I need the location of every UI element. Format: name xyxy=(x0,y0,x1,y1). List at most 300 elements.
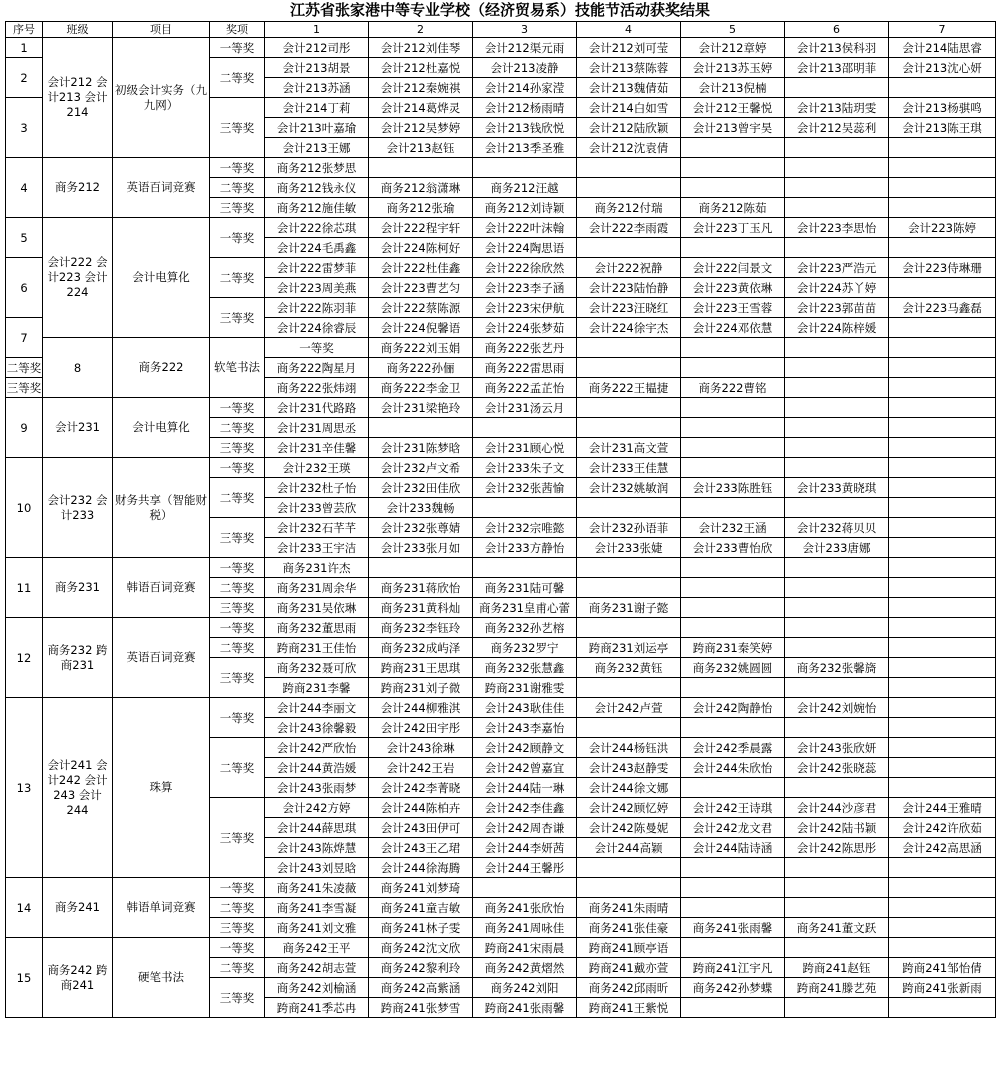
winner-cell xyxy=(473,158,577,178)
winner-cell: 商务242刘阳 xyxy=(473,978,577,998)
winner-cell: 会计243张雨梦 xyxy=(265,778,369,798)
class-cell: 会计212 会计213 会计214 xyxy=(43,38,113,158)
winner-cell xyxy=(681,778,785,798)
winner-cell: 会计232田佳欣 xyxy=(369,478,473,498)
winner-cell: 商务222李金卫 xyxy=(369,378,473,398)
winner-cell xyxy=(889,378,996,398)
winner-cell xyxy=(889,278,996,298)
award-cell: 二等奖 xyxy=(210,578,265,598)
award-cell: 一等奖 xyxy=(210,698,265,738)
winner-cell: 会计224倪馨语 xyxy=(369,318,473,338)
table-row xyxy=(6,218,996,238)
winner-cell xyxy=(577,558,681,578)
award-cell: 三等奖 xyxy=(210,658,265,698)
winner-cell: 会计232石芊芊 xyxy=(265,518,369,538)
winner-cell: 会计242陈思彤 xyxy=(785,838,889,858)
winner-cell xyxy=(889,318,996,338)
winner-cell: 商务231黄科灿 xyxy=(369,598,473,618)
winner-cell: 会计242龙文君 xyxy=(681,818,785,838)
award-cell: 二等奖 xyxy=(210,58,265,98)
winner-cell: 会计233王宇洁 xyxy=(265,538,369,558)
winner-cell: 会计222蔡陈源 xyxy=(369,298,473,318)
winner-cell xyxy=(473,418,577,438)
winner-cell: 会计214葛烨灵 xyxy=(369,98,473,118)
winner-cell: 商务222孟芷怡 xyxy=(473,378,577,398)
winner-cell: 会计232孙语菲 xyxy=(577,518,681,538)
winner-cell: 会计223陈婷 xyxy=(889,218,996,238)
winner-cell: 商务241张雨馨 xyxy=(681,918,785,938)
winner-cell: 会计212杜嘉悦 xyxy=(369,58,473,78)
winner-cell: 跨商241宋雨晨 xyxy=(473,938,577,958)
winner-cell xyxy=(785,558,889,578)
winner-cell: 会计242曾嘉宜 xyxy=(473,758,577,778)
winner-cell xyxy=(889,558,996,578)
winner-cell xyxy=(889,198,996,218)
winner-cell xyxy=(577,878,681,898)
winner-cell: 会计242周杏谦 xyxy=(473,818,577,838)
winner-cell: 会计233曾芸欣 xyxy=(265,498,369,518)
winner-cell: 会计223周美燕 xyxy=(265,278,369,298)
winner-cell: 会计242卢萱 xyxy=(577,698,681,718)
table-row xyxy=(6,878,996,898)
winner-cell xyxy=(889,458,996,478)
class-cell: 会计241 会计242 会计243 会计244 xyxy=(43,698,113,878)
winner-cell: 商务231蒋欣怡 xyxy=(369,578,473,598)
winner-cell: 跨商231王佳怡 xyxy=(265,638,369,658)
seq-cell: 10 xyxy=(6,458,43,558)
award-cell: 一等奖 xyxy=(210,218,265,258)
winner-cell: 会计243陈烨慧 xyxy=(265,838,369,858)
winner-cell xyxy=(681,418,785,438)
winner-cell: 会计242顾静文 xyxy=(473,738,577,758)
winner-cell: 跨商231秦笑婷 xyxy=(681,638,785,658)
winner-cell: 会计242高思涵 xyxy=(889,838,996,858)
award-cell: 三等奖 xyxy=(210,598,265,618)
winner-cell: 会计212司彤 xyxy=(265,38,369,58)
winner-cell: 商务222雷思雨 xyxy=(473,358,577,378)
winner-cell: 会计231汤云月 xyxy=(473,398,577,418)
winner-cell: 商务232成屿泽 xyxy=(369,638,473,658)
award-cell: 三等奖 xyxy=(210,978,265,1018)
winner-cell: 会计231高文萱 xyxy=(577,438,681,458)
winner-cell: 会计244陆诗涵 xyxy=(681,838,785,858)
award-table xyxy=(5,21,996,1018)
winner-cell: 商务242沈文欣 xyxy=(369,938,473,958)
winner-cell: 跨商241王紫悦 xyxy=(577,998,681,1018)
winner-cell xyxy=(889,658,996,678)
winner-cell: 会计243刘昱晗 xyxy=(265,858,369,878)
winner-cell: 会计212渠元雨 xyxy=(473,38,577,58)
header-cell: 序号 xyxy=(6,22,43,38)
seq-cell: 12 xyxy=(6,618,43,698)
class-cell: 商务222 xyxy=(113,338,210,398)
winner-cell: 商务241张欣怡 xyxy=(473,898,577,918)
winner-cell: 会计222杜佳鑫 xyxy=(369,258,473,278)
seq-cell: 11 xyxy=(6,558,43,618)
winner-cell: 会计222叶沫翰 xyxy=(473,218,577,238)
winner-cell xyxy=(785,338,889,358)
seq-cell: 15 xyxy=(6,938,43,1018)
winner-cell xyxy=(785,438,889,458)
award-cell: 一等奖 xyxy=(210,558,265,578)
winner-cell: 商务242黎利玲 xyxy=(369,958,473,978)
winner-cell: 商务222张艺丹 xyxy=(473,338,577,358)
winner-cell: 会计222雷梦菲 xyxy=(265,258,369,278)
header-cell: 项目 xyxy=(113,22,210,38)
winner-cell: 商务222刘玉娟 xyxy=(369,338,473,358)
winner-cell: 会计232张尊婧 xyxy=(369,518,473,538)
table-row xyxy=(6,938,996,958)
header-cell: 3 xyxy=(473,22,577,38)
winner-cell: 会计244杨钰洪 xyxy=(577,738,681,758)
winner-cell: 会计242陈曼妮 xyxy=(577,818,681,838)
award-cell: 三等奖 xyxy=(6,378,43,398)
winner-cell: 会计213王娜 xyxy=(265,138,369,158)
winner-cell: 跨商231王思琪 xyxy=(369,658,473,678)
winner-cell: 会计242刘婉怡 xyxy=(785,698,889,718)
winner-cell xyxy=(889,238,996,258)
winner-cell: 会计223严浩元 xyxy=(785,258,889,278)
winner-cell xyxy=(577,578,681,598)
winner-cell: 会计222徐芯琪 xyxy=(265,218,369,238)
winner-cell: 跨商241滕艺苑 xyxy=(785,978,889,998)
award-cell: 一等奖 xyxy=(210,158,265,178)
winner-cell: 跨商241邹怡倩 xyxy=(889,958,996,978)
seq-cell: 1 xyxy=(6,38,43,58)
winner-cell: 会计243田伊可 xyxy=(369,818,473,838)
award-cell: 三等奖 xyxy=(210,438,265,458)
winner-cell xyxy=(681,338,785,358)
winner-cell xyxy=(785,578,889,598)
winner-cell: 会计233张婕 xyxy=(577,538,681,558)
table-row xyxy=(6,558,996,578)
winner-cell: 商务222孙俪 xyxy=(369,358,473,378)
winner-cell: 会计243赵静雯 xyxy=(577,758,681,778)
winner-cell xyxy=(681,618,785,638)
winner-cell: 会计212杨雨晴 xyxy=(473,98,577,118)
winner-cell xyxy=(889,498,996,518)
winner-cell: 会计213赵钰 xyxy=(369,138,473,158)
winner-cell: 商务242黄熠然 xyxy=(473,958,577,978)
project-cell: 会计电算化 xyxy=(113,218,210,338)
winner-cell xyxy=(889,518,996,538)
winner-cell: 会计223郭苗苗 xyxy=(785,298,889,318)
winner-cell: 会计231代路路 xyxy=(265,398,369,418)
winner-cell xyxy=(785,898,889,918)
award-cell: 三等奖 xyxy=(210,798,265,878)
winner-cell xyxy=(785,598,889,618)
award-cell: 二等奖 xyxy=(210,418,265,438)
winner-cell: 会计222祝静 xyxy=(577,258,681,278)
winner-cell xyxy=(577,158,681,178)
winner-cell xyxy=(577,718,681,738)
winner-cell: 会计223黄依琳 xyxy=(681,278,785,298)
award-cell: 二等奖 xyxy=(210,178,265,198)
winner-cell: 会计244徐文娜 xyxy=(577,778,681,798)
winner-cell xyxy=(577,398,681,418)
winner-cell xyxy=(889,898,996,918)
award-cell: 二等奖 xyxy=(210,958,265,978)
winner-cell: 会计244王雅晴 xyxy=(889,798,996,818)
winner-cell: 商务242孙梦蝶 xyxy=(681,978,785,998)
winner-cell: 会计224张梦茹 xyxy=(473,318,577,338)
table-row xyxy=(6,338,996,358)
winner-cell xyxy=(889,398,996,418)
winner-cell xyxy=(473,558,577,578)
winner-cell xyxy=(681,458,785,478)
winner-cell: 会计233张月如 xyxy=(369,538,473,558)
winner-cell: 会计244沙彦君 xyxy=(785,798,889,818)
winner-cell: 会计243耿佳佳 xyxy=(473,698,577,718)
winner-cell: 商务241童吉敏 xyxy=(369,898,473,918)
winner-cell xyxy=(681,238,785,258)
winner-cell: 会计243李嘉怡 xyxy=(473,718,577,738)
winner-cell: 跨商231刘运亭 xyxy=(577,638,681,658)
winner-cell xyxy=(681,898,785,918)
winner-cell: 会计232杜子怡 xyxy=(265,478,369,498)
winner-cell xyxy=(785,778,889,798)
winner-cell xyxy=(785,638,889,658)
winner-cell: 会计214白如雪 xyxy=(577,98,681,118)
winner-cell: 会计223马鑫磊 xyxy=(889,298,996,318)
winner-cell xyxy=(681,678,785,698)
class-cell: 商务242 跨商241 xyxy=(43,938,113,1018)
winner-cell: 会计242田宇彤 xyxy=(369,718,473,738)
class-cell: 会计222 会计223 会计224 xyxy=(43,218,113,338)
winner-cell: 跨商241张新雨 xyxy=(889,978,996,998)
winner-cell: 会计242季晨露 xyxy=(681,738,785,758)
winner-cell xyxy=(681,878,785,898)
winner-cell xyxy=(889,538,996,558)
winner-cell: 商务212翁潇琳 xyxy=(369,178,473,198)
winner-cell xyxy=(889,858,996,878)
award-cell: 二等奖 xyxy=(210,898,265,918)
winner-cell xyxy=(577,238,681,258)
winner-cell: 会计212吴梦婷 xyxy=(369,118,473,138)
winner-cell: 商务242邱雨昕 xyxy=(577,978,681,998)
winner-cell: 会计242陆书颖 xyxy=(785,818,889,838)
winner-cell: 会计223曹艺匀 xyxy=(369,278,473,298)
winner-cell: 会计244高颖 xyxy=(577,838,681,858)
winner-cell xyxy=(889,698,996,718)
award-cell: 二等奖 xyxy=(210,478,265,518)
winner-cell xyxy=(369,418,473,438)
award-cell: 一等奖 xyxy=(210,878,265,898)
project-cell: 韩语百词竞赛 xyxy=(113,558,210,618)
project-cell: 初级会计实务（九九网） xyxy=(113,38,210,158)
winner-cell: 商务212陈茹 xyxy=(681,198,785,218)
seq-cell: 2 xyxy=(6,58,43,98)
winner-cell xyxy=(889,638,996,658)
winner-cell: 会计244陈柏卉 xyxy=(369,798,473,818)
award-cell: 一等奖 xyxy=(265,338,369,358)
header-cell: 1 xyxy=(265,22,369,38)
winner-cell xyxy=(577,358,681,378)
class-cell: 商务231 xyxy=(43,558,113,618)
header-cell: 5 xyxy=(681,22,785,38)
header-cell: 奖项 xyxy=(210,22,265,38)
winner-cell xyxy=(889,618,996,638)
winner-cell xyxy=(889,678,996,698)
winner-cell xyxy=(889,158,996,178)
winner-cell xyxy=(369,158,473,178)
winner-cell xyxy=(785,678,889,698)
winner-cell: 会计242张晓蕊 xyxy=(785,758,889,778)
winner-cell: 会计222徐欣然 xyxy=(473,258,577,278)
winner-cell: 商务242高紫涵 xyxy=(369,978,473,998)
winner-cell: 会计223李思怡 xyxy=(785,218,889,238)
winner-cell: 商务212刘诗颖 xyxy=(473,198,577,218)
winner-cell: 商务241周咏佳 xyxy=(473,918,577,938)
winner-cell xyxy=(889,878,996,898)
winner-cell: 会计242许欣茹 xyxy=(889,818,996,838)
award-cell: 一等奖 xyxy=(210,458,265,478)
winner-cell xyxy=(889,758,996,778)
winner-cell: 会计243徐琳 xyxy=(369,738,473,758)
winner-cell: 商务232聂可欣 xyxy=(265,658,369,678)
winner-cell: 会计242王岩 xyxy=(369,758,473,778)
project-cell: 软笔书法 xyxy=(210,338,265,398)
winner-cell xyxy=(785,78,889,98)
project-cell: 会计电算化 xyxy=(113,398,210,458)
table-row xyxy=(6,458,996,478)
winner-cell: 商务212张梦思 xyxy=(265,158,369,178)
winner-cell xyxy=(889,598,996,618)
winner-cell: 商务241董文跃 xyxy=(785,918,889,938)
table-row xyxy=(6,618,996,638)
winner-cell xyxy=(785,458,889,478)
winner-cell: 跨商241顾亭语 xyxy=(577,938,681,958)
project-cell: 硬笔书法 xyxy=(113,938,210,1018)
winner-cell: 会计223丁玉凡 xyxy=(681,218,785,238)
winner-cell: 会计214丁莉 xyxy=(265,98,369,118)
winner-cell xyxy=(785,398,889,418)
winner-cell: 会计242严欣怡 xyxy=(265,738,369,758)
winner-cell xyxy=(785,618,889,638)
winner-cell: 会计213叶嘉瑜 xyxy=(265,118,369,138)
winner-cell xyxy=(473,878,577,898)
winner-cell xyxy=(889,418,996,438)
award-cell: 二等奖 xyxy=(210,738,265,798)
winner-cell xyxy=(785,998,889,1018)
winner-cell: 商务231吴依琳 xyxy=(265,598,369,618)
winner-cell: 会计224陈柯好 xyxy=(369,238,473,258)
winner-cell: 会计244黄浩媛 xyxy=(265,758,369,778)
winner-cell xyxy=(577,858,681,878)
winner-cell xyxy=(889,778,996,798)
table-row xyxy=(6,158,996,178)
class-cell: 会计231 xyxy=(43,398,113,458)
winner-cell: 会计232王瑛 xyxy=(265,458,369,478)
header-cell: 6 xyxy=(785,22,889,38)
winner-cell xyxy=(681,398,785,418)
seq-cell: 6 xyxy=(6,258,43,318)
winner-cell: 商务232董思雨 xyxy=(265,618,369,638)
winner-cell: 会计242顾忆婷 xyxy=(577,798,681,818)
winner-cell xyxy=(889,358,996,378)
winner-cell xyxy=(889,578,996,598)
winner-cell xyxy=(785,858,889,878)
award-cell: 二等奖 xyxy=(6,358,43,378)
winner-cell xyxy=(889,738,996,758)
winner-cell xyxy=(889,478,996,498)
winner-cell: 商务231陆可馨 xyxy=(473,578,577,598)
winner-cell: 会计212秦婉祺 xyxy=(369,78,473,98)
winner-cell xyxy=(577,338,681,358)
winner-cell: 会计244李丽文 xyxy=(265,698,369,718)
seq-cell: 14 xyxy=(6,878,43,938)
winner-cell: 会计223汪晓红 xyxy=(577,298,681,318)
winner-cell xyxy=(577,418,681,438)
winner-cell: 商务222曹铭 xyxy=(681,378,785,398)
winner-cell: 商务232张馨旖 xyxy=(785,658,889,678)
winner-cell: 商务241张佳豪 xyxy=(577,918,681,938)
award-cell: 三等奖 xyxy=(210,518,265,558)
winner-cell xyxy=(785,238,889,258)
winner-cell: 会计231顾心悦 xyxy=(473,438,577,458)
class-cell: 会计232 会计233 xyxy=(43,458,113,558)
project-cell: 韩语单词竞赛 xyxy=(113,878,210,938)
winner-cell: 会计233黄晓琪 xyxy=(785,478,889,498)
winner-cell: 会计223侍琳珊 xyxy=(889,258,996,278)
winner-cell: 会计213凌静 xyxy=(473,58,577,78)
winner-cell xyxy=(681,498,785,518)
winner-cell: 会计223李子涵 xyxy=(473,278,577,298)
winner-cell: 会计242方婷 xyxy=(265,798,369,818)
winner-cell: 商务212付瑞 xyxy=(577,198,681,218)
seq-cell: 5 xyxy=(6,218,43,258)
winner-cell: 会计213曾宇昊 xyxy=(681,118,785,138)
winner-cell xyxy=(889,938,996,958)
winner-cell xyxy=(785,498,889,518)
seq-cell: 4 xyxy=(6,158,43,218)
winner-cell: 会计213苏玉婷 xyxy=(681,58,785,78)
winner-cell: 会计231梁艳玲 xyxy=(369,398,473,418)
seq-cell: 13 xyxy=(6,698,43,878)
winner-cell: 商务232黄钰 xyxy=(577,658,681,678)
winner-cell: 会计233方静怡 xyxy=(473,538,577,558)
project-cell: 英语百词竞赛 xyxy=(113,618,210,698)
award-cell: 三等奖 xyxy=(210,298,265,338)
winner-cell: 商务232罗宁 xyxy=(473,638,577,658)
winner-cell: 跨商241赵钰 xyxy=(785,958,889,978)
winner-cell: 商务222张炜翊 xyxy=(265,378,369,398)
winner-cell: 跨商241张雨馨 xyxy=(473,998,577,1018)
winner-cell: 商务242胡志萱 xyxy=(265,958,369,978)
header-cell: 7 xyxy=(889,22,996,38)
winner-cell: 会计224邓依慧 xyxy=(681,318,785,338)
winner-cell: 会计223王雪蓉 xyxy=(681,298,785,318)
winner-cell: 会计244徐海腾 xyxy=(369,858,473,878)
winner-cell: 会计231周思丞 xyxy=(265,418,369,438)
seq-cell: 8 xyxy=(43,338,113,398)
winner-cell: 会计213苏涵 xyxy=(265,78,369,98)
award-cell: 三等奖 xyxy=(210,918,265,938)
winner-cell xyxy=(785,718,889,738)
winner-cell xyxy=(785,938,889,958)
winner-cell: 会计243张欣妍 xyxy=(785,738,889,758)
winner-cell xyxy=(369,558,473,578)
winner-cell: 会计231陈梦晗 xyxy=(369,438,473,458)
winner-cell: 会计212刘可莹 xyxy=(577,38,681,58)
winner-cell: 会计232王涵 xyxy=(681,518,785,538)
winner-cell xyxy=(889,178,996,198)
award-cell: 二等奖 xyxy=(210,638,265,658)
winner-cell: 会计233曹怡欣 xyxy=(681,538,785,558)
winner-cell: 会计213沈心妍 xyxy=(889,58,996,78)
winner-cell: 会计242王诗琪 xyxy=(681,798,785,818)
award-cell: 一等奖 xyxy=(210,938,265,958)
